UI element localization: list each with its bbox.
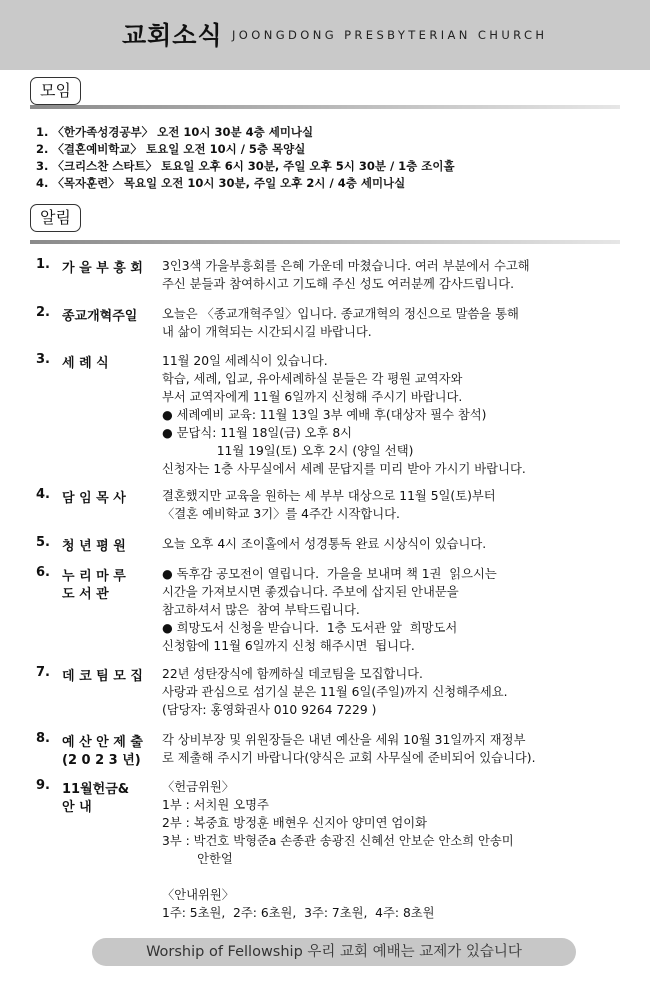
notice-number: 5. xyxy=(36,535,50,550)
notice-line: 결혼했지만 교육을 원하는 세 부부 대상으로 11월 5일(토)부터 xyxy=(162,489,496,503)
notice-line: 오늘 오후 4시 조이홀에서 성경통독 완료 시상식이 있습니다. xyxy=(162,537,487,551)
notice-title-line2: 안 내 xyxy=(62,800,92,815)
meeting-item: 1. 〈한가족성경공부〉 오전 10시 30분 4층 세미나실 xyxy=(36,125,314,139)
notice-number: 9. xyxy=(36,778,50,793)
notice-number: 4. xyxy=(36,487,50,502)
notice-line: 〈안내위원〉 xyxy=(162,888,235,902)
notice-title: 예 산 안 제 출 xyxy=(62,735,143,750)
notice-body xyxy=(162,257,626,293)
notice-line: 부서 교역자에게 11월 6일까지 신청해 주시기 바랍니다. xyxy=(162,390,463,404)
notice-title: 세 례 식 xyxy=(62,356,109,371)
notice-line: 내 삶이 개혁되는 시간되시길 바랍니다. xyxy=(162,325,372,339)
notice-line: 〈결혼 예비학교 3기〉를 4주간 시작합니다. xyxy=(162,507,400,521)
notice-line: 1부 : 서치원 오명주 xyxy=(162,798,269,812)
footer-banner: Worship of Fellowship 우리 교회 예배는 교제가 있습니다 xyxy=(92,938,576,966)
notice-line: ● 희망도서 신청을 받습니다. 1층 도서관 앞 희망도서 xyxy=(162,621,458,635)
meeting-item: 4. 〈목자훈련〉 목요일 오전 10시 30분, 주일 오후 2시 / 4층 세미나실 xyxy=(36,176,406,190)
notice-line: 2부 : 복중효 방정훈 배현우 신지아 양미연 엄이화 xyxy=(162,816,428,830)
notice-line: 3인3색 가을부흥회를 은혜 가운데 마쳤습니다. 여러 부분에서 수고해 xyxy=(162,259,530,273)
church-name: JOONGDONG PRESBYTERIAN CHURCH xyxy=(232,28,548,42)
notice-line: 로 제출해 주시기 바랍니다(양식은 교회 사무실에 준비되어 있습니다). xyxy=(162,751,536,765)
meeting-item: 2. 〈결혼예비학교〉 토요일 오전 10시 / 5층 목양실 xyxy=(36,142,306,156)
notice-line: 오늘은 〈종교개혁주일〉입니다. 종교개혁의 정신으로 말씀을 통해 xyxy=(162,307,519,321)
notice-title: 청 년 평 원 xyxy=(62,539,126,554)
notices-section-label: 알림 xyxy=(30,204,81,232)
notice-title: 누 리 마 루 xyxy=(62,569,126,584)
notice-title-line2: (2 0 2 3 년) xyxy=(62,753,141,768)
notice-number: 2. xyxy=(36,305,50,320)
notice-line: 1주: 5초원, 2주: 6초원, 3주: 7초원, 4주: 8초원 xyxy=(162,906,435,920)
notice-line: 참고하셔서 많은 참여 부탁드립니다. xyxy=(162,603,360,617)
meetings-section-label: 모임 xyxy=(30,77,81,105)
notice-title: 11월헌금& xyxy=(62,782,130,797)
notice-number: 3. xyxy=(36,352,50,367)
notice-title: 종교개혁주일 xyxy=(62,309,138,324)
notice-line: ● 세례예비 교육: 11월 13일 3부 예배 후(대상자 필수 참석) xyxy=(162,408,487,422)
notice-title-line2: 도 서 관 xyxy=(62,587,109,602)
notice-line: 사랑과 관심으로 섬기실 분은 11월 6일(주일)까지 신청해주세요. xyxy=(162,685,508,699)
notice-line: ● 문답식: 11월 18일(금) 오후 8시 xyxy=(162,426,353,440)
notice-body xyxy=(162,565,626,655)
notice-line: 22년 성탄장식에 함께하실 데코팀을 모집합니다. xyxy=(162,667,423,681)
notice-line: 안한얼 xyxy=(162,852,233,866)
notice-line: (담당자: 홍영화권사 010 9264 7229 ) xyxy=(162,703,377,717)
notice-title: 담 임 목 사 xyxy=(62,491,126,506)
notice-body xyxy=(162,305,626,341)
notice-title: 가 을 부 흥 회 xyxy=(62,261,143,276)
notice-body xyxy=(162,535,626,553)
notice-line: 3부 : 박건호 박형준a 손종관 송광진 신혜선 안보순 안소희 안송미 xyxy=(162,834,514,848)
notice-body xyxy=(162,352,626,478)
notice-title: 데 코 팀 모 집 xyxy=(62,669,143,684)
notice-number: 8. xyxy=(36,731,50,746)
notice-line: 신청자는 1층 사무실에서 세례 문답지를 미리 받아 가시기 바랍니다. xyxy=(162,462,526,476)
notice-line: 11월 20일 세례식이 있습니다. xyxy=(162,354,328,368)
notice-body xyxy=(162,487,626,523)
header-banner xyxy=(0,0,650,70)
notice-body xyxy=(162,778,626,922)
notice-line: 〈헌금위원〉 xyxy=(162,780,235,794)
notice-line: 신청함에 11월 6일까지 신청 해주시면 됩니다. xyxy=(162,639,415,653)
divider xyxy=(30,105,620,109)
notice-line: 주신 분들과 참여하시고 기도해 주신 성도 여러분께 감사드립니다. xyxy=(162,277,514,291)
page-title: 교회소식 xyxy=(122,21,223,50)
notice-line: 학습, 세례, 입교, 유아세례하실 분들은 각 평원 교역자와 xyxy=(162,372,463,386)
notice-line: 각 상비부장 및 위원장들은 내년 예산을 세워 10월 31일까지 재정부 xyxy=(162,733,526,747)
divider xyxy=(30,240,620,244)
notice-body xyxy=(162,731,626,767)
notice-line: 시간을 가져보시면 좋겠습니다. 주보에 삽지된 안내문을 xyxy=(162,585,459,599)
notice-line: 11월 19일(토) 오후 2시 (양일 선택) xyxy=(162,444,414,458)
notice-number: 7. xyxy=(36,665,50,680)
notice-line: ● 독후감 공모전이 열립니다. 가을을 보내며 책 1권 읽으시는 xyxy=(162,567,497,581)
notice-line xyxy=(162,868,626,886)
meeting-item: 3. 〈크리스찬 스타트〉 토요일 오후 6시 30분, 주일 오후 5시 30분 / 1층 조이홀 xyxy=(36,159,455,173)
notice-number: 1. xyxy=(36,257,50,272)
notice-number: 6. xyxy=(36,565,50,580)
notice-body xyxy=(162,665,626,719)
